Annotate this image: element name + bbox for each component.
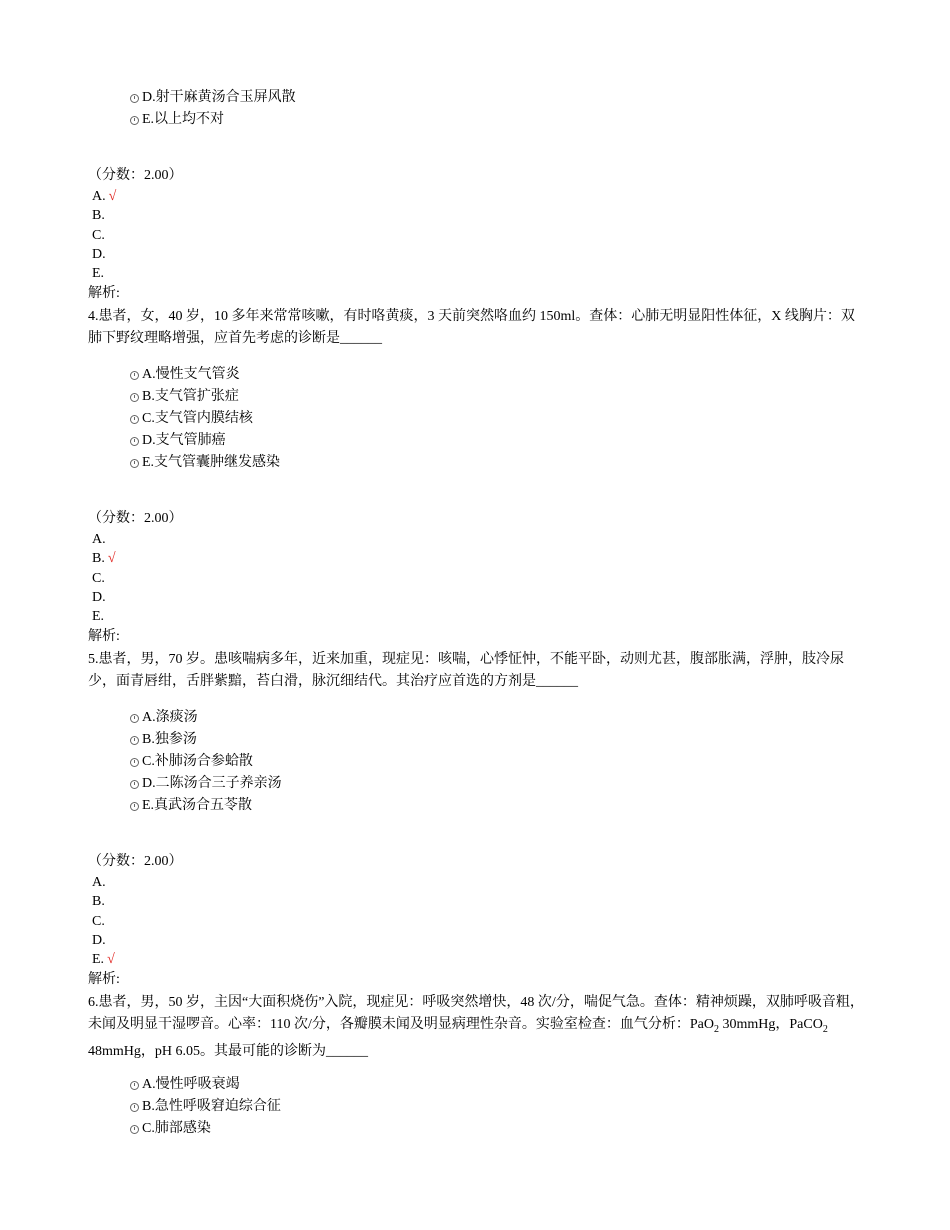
radio-icon[interactable]: [130, 1103, 139, 1112]
answer-row: E.: [92, 266, 105, 282]
radio-icon[interactable]: [130, 437, 139, 446]
option-label: C.补肺汤合参蛤散: [142, 754, 253, 769]
q3-option-e[interactable]: [130, 109, 296, 131]
radio-icon[interactable]: [130, 780, 139, 789]
q6-option-a[interactable]: [130, 1074, 281, 1096]
q3-answers: [92, 187, 116, 283]
answer-row: A.: [92, 532, 106, 547]
option-label: A.慢性支气管炎: [142, 367, 240, 382]
radio-icon[interactable]: [130, 758, 139, 767]
answer-row: E.: [92, 609, 105, 625]
q5-option-e[interactable]: [130, 795, 282, 817]
check-mark: √: [107, 952, 115, 968]
radio-icon[interactable]: [130, 116, 139, 125]
radio-icon[interactable]: [130, 393, 139, 402]
q4-option-d[interactable]: [130, 430, 280, 452]
answer-row: C.: [92, 570, 105, 586]
radio-icon[interactable]: [130, 415, 139, 424]
radio-icon[interactable]: [130, 1081, 139, 1090]
q4-score: （分数：2.00）: [88, 511, 183, 526]
q5-option-a[interactable]: [130, 707, 282, 729]
q5-text: 5.患者，男，70 岁。患咳喘病多年，近来加重，现症见：咳喘，心悸怔忡，不能平卧，动则尤甚，腹部胀满，浮肿，肢冷尿少，面青唇绀，舌胖紫黯，苔白滑，脉沉细结代。其治疗应首选的方剂是______: [88, 652, 844, 689]
q3-option-d[interactable]: [130, 87, 296, 109]
q5-analysis: 解析:: [88, 972, 120, 987]
option-label: D.射干麻黄汤合玉屏风散: [142, 90, 296, 105]
q5-option-b[interactable]: [130, 729, 282, 751]
answer-row: D.: [92, 932, 106, 948]
q6-text: 6.患者，男，50 岁，主因“大面积烧伤”入院，现症见：呼吸突然增快，48 次/分，喘促气急。查体：精神烦躁，双肺呼吸音粗，未闻及明显干湿啰音。心率：110 次/分，各瓣膜未闻及明显病理性杂音。实验室检查：血气分析：PaO$_2$ 30mmHg，PaCO$_2$ 48mmHg，pH 6.05。其最可能的诊断为______: [88, 995, 864, 1059]
radio-icon[interactable]: [130, 1125, 139, 1134]
answer-row: A.: [92, 875, 106, 890]
answer-row: B.: [92, 894, 105, 910]
radio-icon[interactable]: [130, 459, 139, 468]
radio-icon[interactable]: [130, 736, 139, 745]
check-mark: √: [108, 189, 117, 204]
option-label: C.肺部感染: [142, 1121, 211, 1136]
answer-row: D.: [92, 589, 106, 605]
q6-options: [130, 1074, 281, 1140]
option-label: E.真武汤合五苓散: [142, 798, 253, 813]
option-label: E.以上均不对: [142, 112, 225, 127]
q4-option-e[interactable]: [130, 452, 280, 474]
q4-option-c[interactable]: [130, 408, 280, 430]
option-label: B.急性呼吸窘迫综合征: [142, 1099, 281, 1114]
radio-icon[interactable]: [130, 802, 139, 811]
q4-option-b[interactable]: [130, 386, 280, 408]
q5-options: [130, 707, 282, 817]
radio-icon[interactable]: [130, 94, 139, 103]
option-label: A.慢性呼吸衰竭: [142, 1077, 240, 1092]
option-label: E.支气管囊肿继发感染: [142, 455, 281, 470]
radio-icon[interactable]: [130, 714, 139, 723]
answer-row: B. √: [92, 551, 116, 567]
q3-analysis: 解析:: [88, 286, 120, 301]
q6-option-b[interactable]: [130, 1096, 281, 1118]
q3-options: [130, 87, 296, 131]
answer-row: A. √: [92, 189, 117, 204]
option-label: C.支气管内膜结核: [142, 411, 253, 426]
subscript: 2: [713, 1023, 719, 1035]
q6-option-c[interactable]: [130, 1118, 281, 1140]
q5-option-c[interactable]: [130, 751, 282, 773]
option-label: B.支气管扩张症: [142, 389, 239, 404]
q5-answers: [92, 873, 115, 969]
q4-text: 4.患者，女，40 岁，10 多年来常常咳嗽，有时咯黄痰，3 天前突然咯血约 150ml。查体：心肺无明显阳性体征，X 线胸片：双肺下野纹理略增强，应首先考虑的诊断是______: [88, 309, 855, 346]
q3-score: （分数：2.00）: [88, 168, 183, 183]
q4-analysis: 解析:: [88, 629, 120, 644]
option-label: D.支气管肺癌: [142, 433, 226, 448]
option-label: D.二陈汤合三子养亲汤: [142, 776, 282, 791]
check-mark: √: [107, 551, 116, 567]
answer-row: E. √: [92, 952, 115, 968]
answer-row: C.: [92, 913, 105, 929]
q5-score: （分数：2.00）: [88, 854, 183, 869]
subscript: 2: [822, 1023, 828, 1035]
q4-option-a[interactable]: [130, 364, 280, 386]
q4-answers: [92, 530, 116, 626]
option-label: A.涤痰汤: [142, 710, 198, 725]
answer-row: D.: [92, 246, 106, 262]
q5-option-d[interactable]: [130, 773, 282, 795]
answer-row: B.: [92, 208, 105, 224]
option-label: B.独参汤: [142, 732, 197, 747]
radio-icon[interactable]: [130, 371, 139, 380]
q4-options: [130, 364, 280, 474]
answer-row: C.: [92, 227, 105, 243]
